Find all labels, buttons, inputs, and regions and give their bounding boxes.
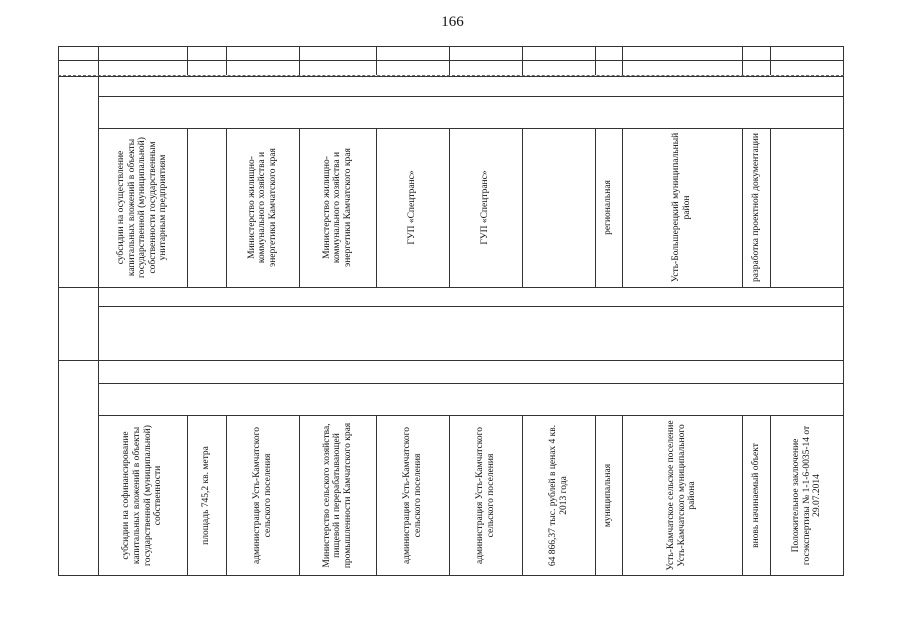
cell-text: администрация Усть-Камчатского сельского поселения <box>401 426 423 565</box>
row-divider <box>98 96 844 97</box>
table-cell <box>771 417 843 574</box>
cell-text: Положительное заключение госэкспертизы № 1-1-6-0035-14 от 29.07.2014 <box>791 425 823 566</box>
table-cell <box>99 130 186 285</box>
cell-text: муниципальная <box>603 463 614 528</box>
column-header <box>226 46 299 60</box>
table-cell <box>743 130 769 285</box>
cell-text: субсидии на софинансирование капитальных вложений в объекты государственной (муниципальной) собственности <box>121 425 164 566</box>
table-cell <box>523 130 594 285</box>
cell-text: региональная <box>603 180 614 235</box>
table-cell <box>300 130 375 285</box>
cell-text <box>523 130 594 285</box>
table-cell <box>99 417 186 574</box>
row-divider <box>58 287 844 288</box>
row-divider <box>58 76 844 77</box>
table-cell <box>377 417 448 574</box>
cell-text: Усть-Камчатское сельское поселение Усть-Камчатского муниципального района <box>666 420 698 571</box>
cell-text <box>188 130 225 285</box>
cell-text: 64 866,37 тыс. рублей в ценах 4 кв. 2013 года <box>547 424 569 567</box>
cell-text: площадь 745,2 кв. метра <box>201 446 212 545</box>
table-cell <box>623 417 741 574</box>
cell-text: Министерство жилищно-коммунального хозяйства и энергетики Камчатского края <box>246 148 278 267</box>
column-header <box>187 46 226 60</box>
table-cell <box>596 130 621 285</box>
row-divider <box>98 415 844 416</box>
row-divider <box>98 306 844 307</box>
table-cell <box>771 130 843 285</box>
column-header <box>770 46 844 60</box>
column-header <box>299 46 376 60</box>
cell-text: разработка проектной документации <box>750 133 761 282</box>
table-cell <box>227 417 298 574</box>
table-cell <box>596 417 621 574</box>
cell-text: Министерство сельского хозяйства, пищевой и перерабатывающей промышленности Камчатского края <box>321 422 353 569</box>
column-header <box>449 46 522 60</box>
table-cell <box>300 417 375 574</box>
page-number: 166 <box>441 14 464 30</box>
table-cell <box>623 130 741 285</box>
table-cell <box>188 130 225 285</box>
row-divider <box>58 360 844 361</box>
table-cell <box>377 130 448 285</box>
row-divider <box>98 128 844 129</box>
table-cell <box>523 417 594 574</box>
cell-text: вновь начинаемый объект <box>750 443 761 548</box>
table-cell <box>450 417 521 574</box>
column-header <box>58 46 98 60</box>
row-divider <box>58 60 844 61</box>
cell-text: ГУП «Спецтранс» <box>480 170 491 245</box>
table-cell <box>227 130 298 285</box>
column-header <box>742 46 770 60</box>
cell-text: администрация Усть-Камчатского сельского поселения <box>474 426 496 565</box>
table-cell <box>450 130 521 285</box>
column-header <box>522 46 595 60</box>
table-cell <box>188 417 225 574</box>
row-divider <box>98 383 844 384</box>
cell-text: субсидии на осуществление капитальных вложений в объекты государственной (муниципальной) собственности государственным унитарным предприятиям <box>116 137 169 278</box>
cell-text: Министерство жилищно-коммунального хозяйства и энергетики Камчатского края <box>321 148 353 267</box>
table-cell <box>743 417 769 574</box>
cell-text: ГУП «Спецтранс» <box>407 170 418 245</box>
cell-text: Усть-Большерецкий муниципальный район <box>671 132 692 283</box>
column-header <box>98 46 187 60</box>
column-header <box>622 46 742 60</box>
cell-text: администрация Усть-Камчатского сельского поселения <box>251 426 273 565</box>
column-header <box>595 46 622 60</box>
cell-text <box>771 130 843 285</box>
column-header <box>376 46 449 60</box>
